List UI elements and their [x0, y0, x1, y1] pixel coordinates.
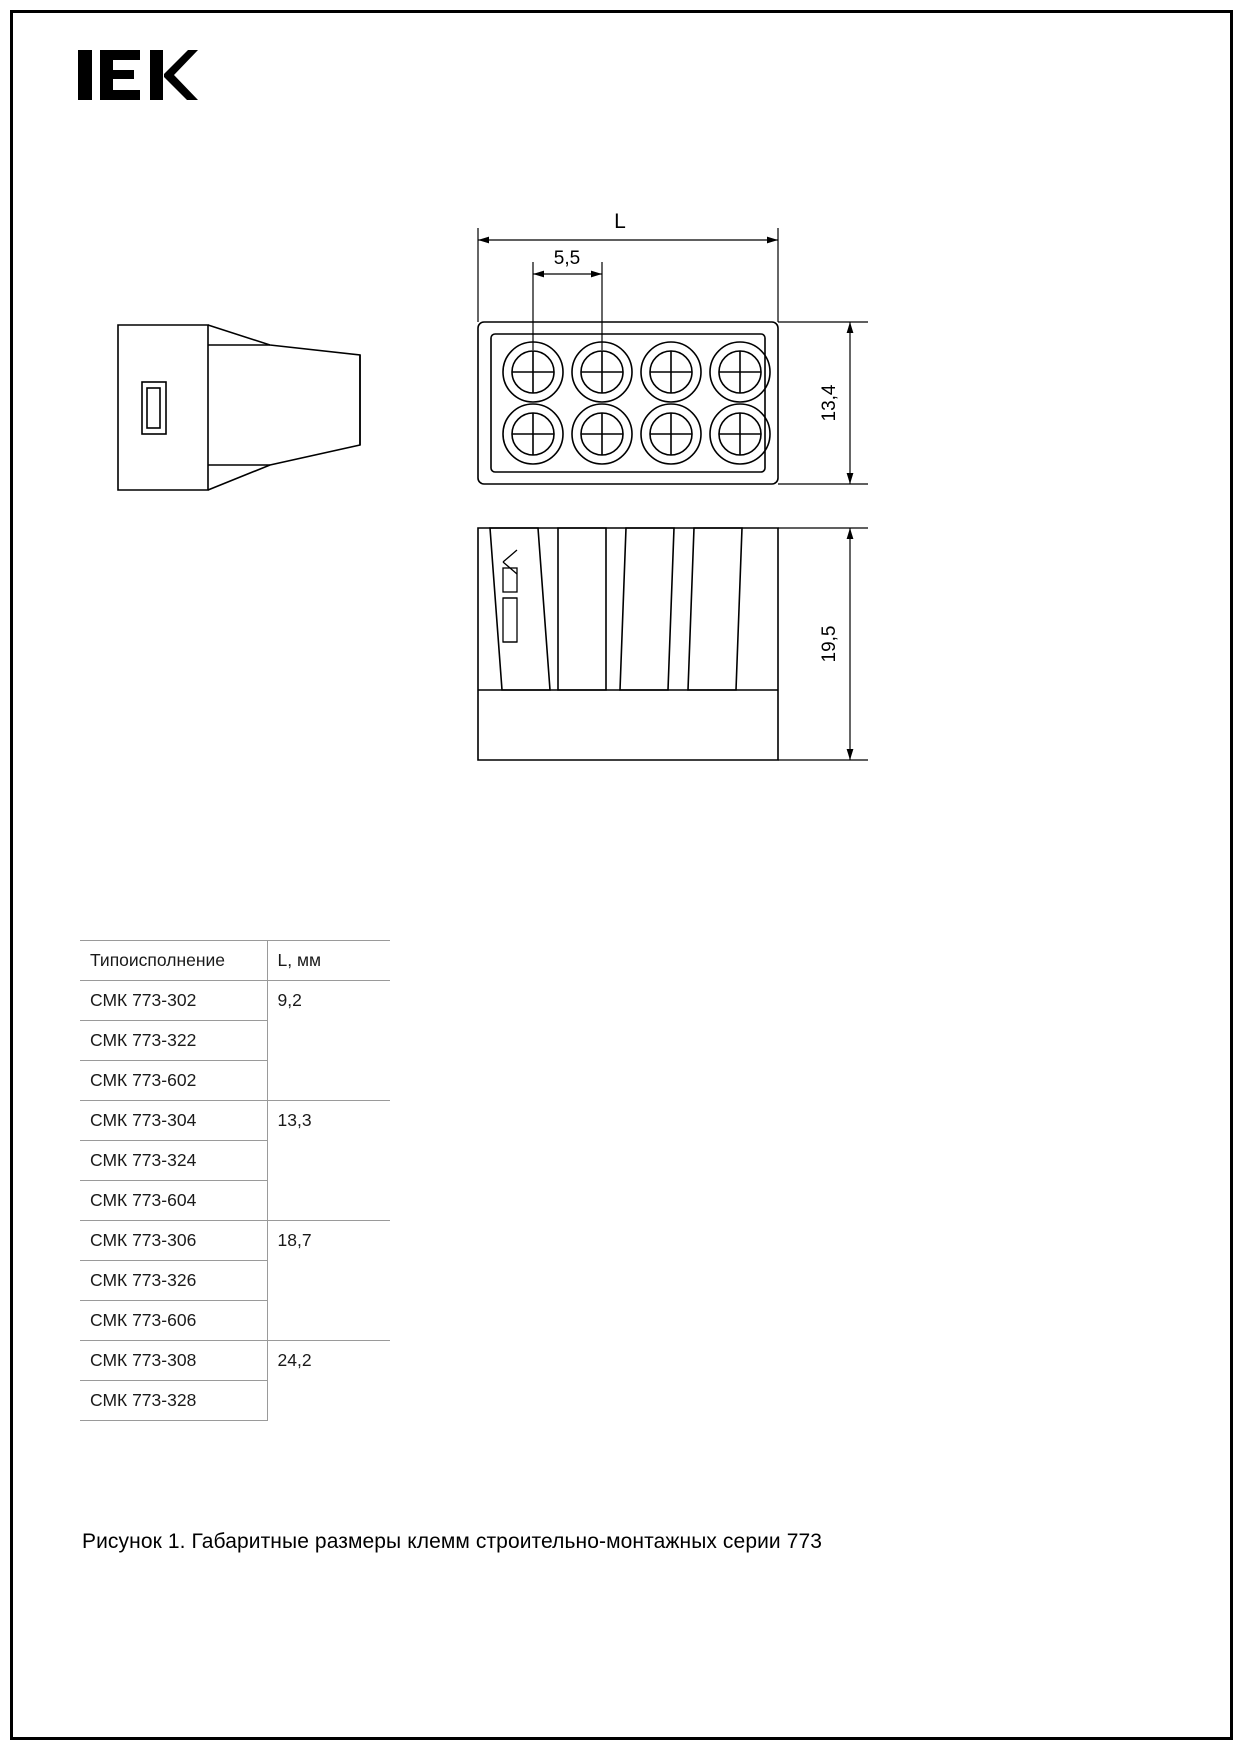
table-row — [80, 1141, 390, 1181]
cell-type-name: СМК 773-326 — [80, 1261, 267, 1301]
table-row — [80, 1381, 390, 1421]
table-header-typename: Типоисполнение — [80, 941, 267, 981]
table-row — [80, 981, 390, 1021]
cell-type-name: СМК 773-602 — [80, 1061, 267, 1101]
table-row — [80, 1261, 390, 1301]
front-view-outline — [478, 528, 778, 760]
cell-length: 18,7 — [277, 1230, 312, 1250]
top-view-outline — [478, 322, 778, 484]
dimension-label-pitch: 5,5 — [553, 248, 581, 269]
table-row — [80, 1181, 390, 1221]
table-row — [80, 1021, 390, 1061]
dimension-label-width: 13,4 — [819, 384, 840, 422]
cell-length: 24,2 — [277, 1350, 312, 1370]
side-view-outline — [118, 325, 360, 490]
table-row — [80, 1221, 390, 1261]
table-row — [80, 1341, 390, 1381]
cell-length: 13,3 — [277, 1110, 312, 1130]
top-view-terminal-holes — [503, 342, 770, 464]
iek-logo — [78, 40, 198, 110]
cell-length — [267, 1261, 390, 1301]
body-logo-emboss — [503, 550, 517, 642]
dimension-label-height: 19,5 — [819, 625, 840, 663]
cell-length: 9,2 — [277, 990, 302, 1010]
dimension-label-length: L — [614, 210, 626, 233]
cell-type-name: СМК 773-304 — [80, 1101, 267, 1141]
cell-length — [267, 1061, 390, 1101]
table-row — [80, 1301, 390, 1341]
cell-type-name: СМК 773-308 — [80, 1341, 267, 1381]
cell-length — [267, 1381, 390, 1421]
cell-type-name: СМК 773-324 — [80, 1141, 267, 1181]
cell-length — [267, 1301, 390, 1341]
table-header-row — [80, 941, 390, 981]
cell-length — [267, 1021, 390, 1061]
table-row — [80, 1061, 390, 1101]
cell-type-name: СМК 773-604 — [80, 1181, 267, 1221]
table-header-length: L, мм — [267, 941, 390, 981]
cell-length — [267, 1141, 390, 1181]
cell-type-name: СМК 773-606 — [80, 1301, 267, 1341]
cell-type-name: СМК 773-306 — [80, 1221, 267, 1261]
cell-type-name: СМК 773-322 — [80, 1021, 267, 1061]
cell-type-name: СМК 773-302 — [80, 981, 267, 1021]
cell-length — [267, 1181, 390, 1221]
specification-table — [80, 940, 390, 1421]
table-row — [80, 1101, 390, 1141]
figure-caption: Рисунок 1. Габаритные размеры клемм строительно-монтажных серии 773 — [82, 1530, 823, 1553]
cell-type-name: СМК 773-328 — [80, 1381, 267, 1421]
dimension-length — [478, 228, 778, 322]
dimension-pitch — [533, 262, 602, 350]
technical-drawing — [60, 200, 1090, 840]
